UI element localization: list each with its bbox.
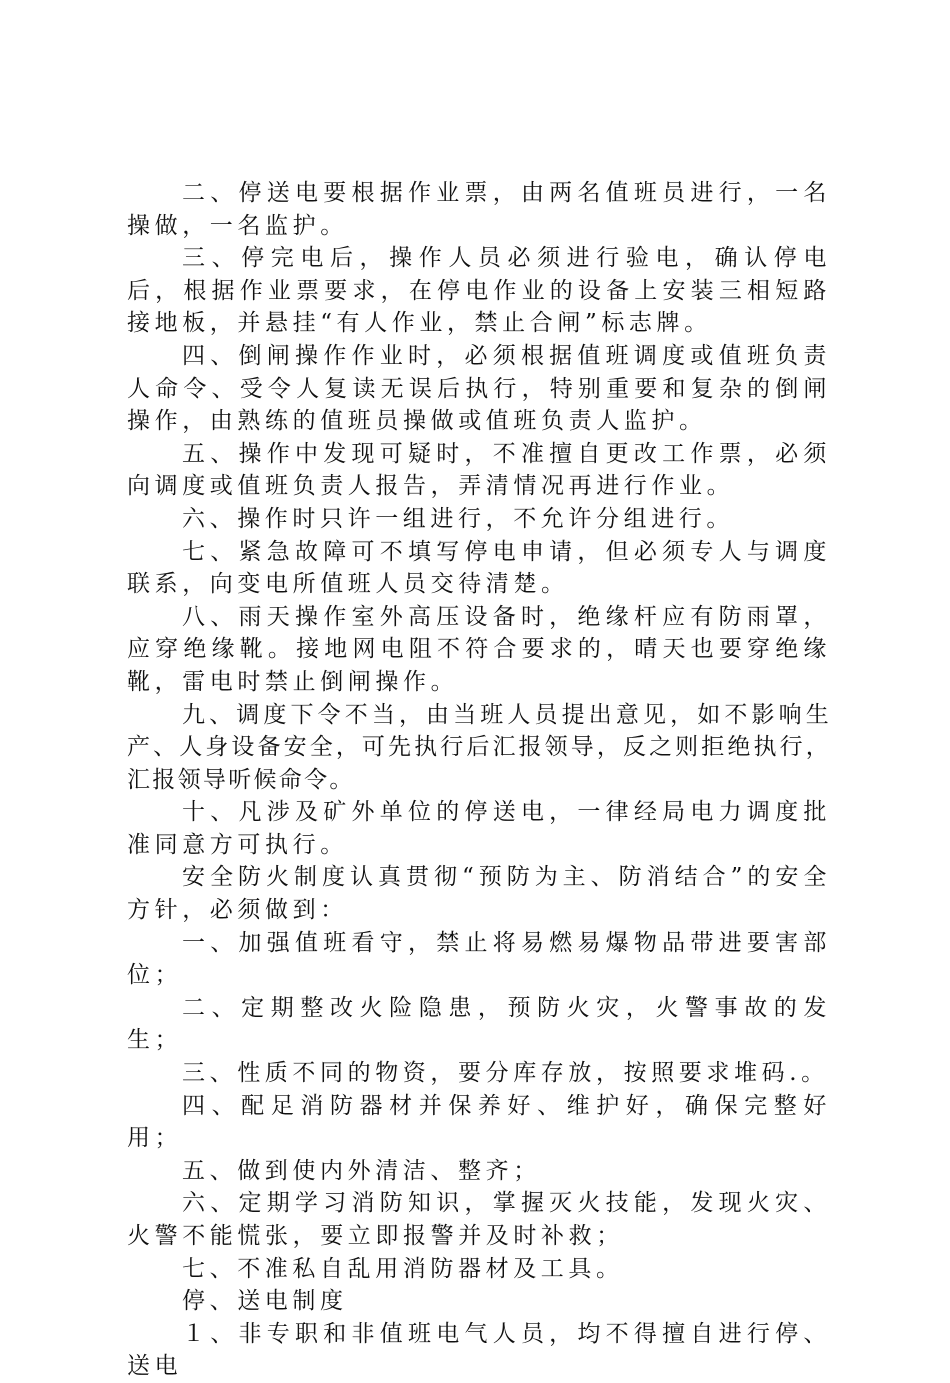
paragraph-fire-item-4: 四、配足消防器材并保养好、维护好，确保完整好用； <box>127 1092 831 1152</box>
paragraph-power-item-1: １、非专职和非值班电气人员，均不得擅自进行停、送电 <box>127 1320 831 1380</box>
paragraph-fire-item-5: 五、做到使内外清洁、整齐； <box>182 1157 541 1184</box>
paragraph-fire-item-6: 六、定期学习消防知识，掌握灭火技能，发现火灾、火警不能慌张，要立即报警并及时补救； <box>127 1190 831 1249</box>
paragraph-fire-item-2: 二、定期整改火险隐患，预防火灾，火警事故的发生； <box>127 994 831 1054</box>
paragraph-rule-2: 二、停送电要根据作业票，由两名值班员进行，一名操做，一名监护。 <box>127 180 831 239</box>
paragraph-rule-6: 六、操作时只许一组进行，不允许分组进行。 <box>182 505 734 532</box>
paragraph-fire-safety-intro: 安全防火制度认真贯彻“预防为主、防消结合”的安全方针，必须做到： <box>127 864 831 924</box>
paragraph-rule-7: 七、紧急故障可不填写停电申请，但必须专人与调度联系，向变电所值班人员交待清楚。 <box>127 538 831 598</box>
paragraph-rule-4: 四、倒闸操作作业时，必须根据值班调度或值班负责人命令、受令人复读无误后执行，特别重要和复杂的倒闸操作，由熟练的值班员操做或值班负责人监护。 <box>127 342 831 435</box>
paragraph-rule-3: 三、停完电后，操作人员必须进行验电，确认停电后，根据作业票要求，在停电作业的设备上安装三相短路接地板，并悬挂“有人作业，禁止合闸”标志牌。 <box>127 245 831 337</box>
paragraph-rule-8: 八、雨天操作室外高压设备时，绝缘杆应有防雨罩，应穿绝缘靴。接地网电阻不符合要求的，晴天也要穿绝缘靴，雷电时禁止倒闸操作。 <box>127 603 831 695</box>
section-heading-power-system: 停、送电制度 <box>182 1288 348 1315</box>
paragraph-rule-9: 九、调度下令不当，由当班人员提出意见，如不影响生产、人身设备安全，可先执行后汇报领导，反之则拒绝执行，汇报领导听候命令。 <box>127 701 831 793</box>
paragraph-rule-5: 五、操作中发现可疑时，不准擅自更改工作票，必须向调度或值班负责人报告，弄清情况再进行作业。 <box>127 440 831 500</box>
paragraph-fire-item-7: 七、不准私自乱用消防器材及工具。 <box>182 1255 624 1282</box>
paragraph-fire-item-3: 三、性质不同的物资，要分库存放，按照要求堆码.。 <box>182 1060 829 1087</box>
document-body <box>127 177 831 1383</box>
paragraph-fire-item-1: 一、加强值班看守，禁止将易燃易爆物品带进要害部位； <box>127 929 831 989</box>
paragraph-rule-10: 十、凡涉及矿外单位的停送电，一律经局电力调度批准同意方可执行。 <box>127 799 831 858</box>
